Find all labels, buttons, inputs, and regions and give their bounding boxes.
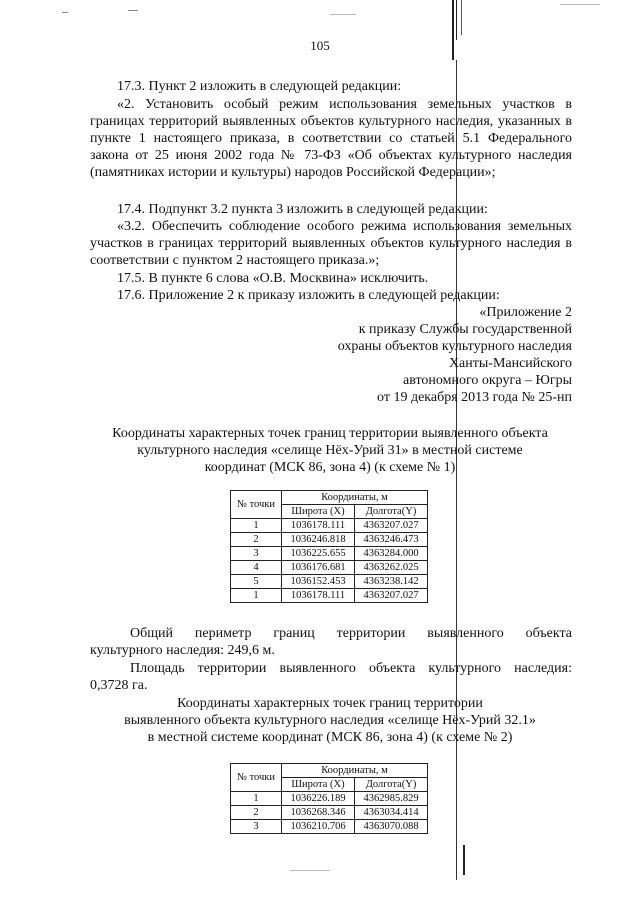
- scan-speck: [330, 14, 356, 15]
- annex-header-line: к приказу Службы государственной: [358, 322, 572, 337]
- longitude-cell: 4363284.000: [355, 547, 428, 561]
- point-number-cell: 3: [231, 547, 282, 561]
- longitude-cell: 4363246.473: [355, 533, 428, 547]
- scan-artifact-line: [456, 0, 457, 40]
- longitude-cell: 4363207.027: [355, 519, 428, 533]
- table-row: [231, 589, 428, 603]
- section-title-line: координат (МСК 86, зона 4) (к схеме № 1): [204, 460, 456, 475]
- longitude-cell: 4363262.025: [355, 561, 428, 575]
- table-row: [231, 575, 428, 589]
- header-point-number: № точки: [231, 491, 282, 519]
- point-number-cell: 1: [231, 519, 282, 533]
- latitude-cell: 1036178.111: [282, 589, 355, 603]
- latitude-cell: 1036225.655: [282, 547, 355, 561]
- point-number-cell: 3: [231, 820, 282, 834]
- point-number-cell: 2: [231, 806, 282, 820]
- paragraph-item-3-2-text: «3.2. Обеспечить соблюдение особого режима использования земельных участков в границах территорий выявленных объектов культурного наследия в соответствии с пунктом 2 настоящего приказа.»;: [90, 219, 572, 268]
- annex-header-line: от 19 декабря 2013 года № 25-нп: [377, 390, 572, 405]
- longitude-cell: 4363238.142: [355, 575, 428, 589]
- header-longitude: Долгота(Y): [355, 505, 428, 519]
- latitude-cell: 1036178.111: [282, 519, 355, 533]
- header-coordinates: Координаты, м: [282, 491, 428, 505]
- latitude-cell: 1036268.346: [282, 806, 355, 820]
- coordinates-table-2: [230, 763, 428, 834]
- header-coordinates: Координаты, м: [282, 764, 428, 778]
- perimeter-line: культурного наследия: 249,6 м.: [90, 643, 275, 658]
- table-row: [231, 792, 428, 806]
- perimeter-line: Общий периметр границ территории выявленного объекта: [130, 626, 572, 641]
- longitude-cell: 4362985.829: [355, 792, 428, 806]
- paragraph-17-4: 17.4. Подпункт 3.2 пункта 3 изложить в следующей редакции:: [117, 202, 488, 217]
- annex-header-line: автономного округа – Югры: [403, 373, 572, 388]
- scan-speck: [560, 4, 600, 5]
- section-title-line: в местной системе координат (МСК 86, зона 4) (к схеме № 2): [147, 730, 513, 745]
- header-longitude: Долгота(Y): [355, 778, 428, 792]
- table-row: [231, 806, 428, 820]
- area-line: Площадь территории выявленного объекта культурного наследия:: [130, 661, 572, 676]
- latitude-cell: 1036152.453: [282, 575, 355, 589]
- paragraph-item-2-text: «2. Установить особый режим использования земельных участков в границах территорий выявленных объектов культурного наследия, указанных в пункте 1 настоящего приказа, в соответствии со статьей 5.1 Федерального закона от 25 июня 2002 года № 73-ФЗ «Об объектах культурного наследия (памятниках истории и культуры) народов Российской Федерации»;: [90, 97, 572, 180]
- paragraph-17-5: 17.5. В пункте 6 слова «О.В. Москвина» исключить.: [117, 271, 429, 286]
- annex-header-line: Ханты-Мансийского: [448, 356, 572, 371]
- point-number-cell: 2: [231, 533, 282, 547]
- longitude-cell: 4363070.088: [355, 820, 428, 834]
- section-title-line: Координаты характерных точек границ территории: [177, 696, 483, 711]
- latitude-cell: 1036176.681: [282, 561, 355, 575]
- table-row: [231, 561, 428, 575]
- longitude-cell: 4363034.414: [355, 806, 428, 820]
- point-number-cell: 1: [231, 589, 282, 603]
- annex-header-line: «Приложение 2: [479, 305, 572, 320]
- section-title-line: выявленного объекта культурного наследия «селище Нёх-Урий 32.1»: [124, 713, 536, 728]
- paragraph-17-6: 17.6. Приложение 2 к приказу изложить в следующей редакции:: [117, 288, 500, 303]
- page-number: 105: [310, 38, 330, 53]
- paragraph-17-3: 17.3. Пункт 2 изложить в следующей редакции:: [117, 79, 402, 94]
- point-number-cell: 1: [231, 792, 282, 806]
- section-title-line: культурного наследия «селище Нёх-Урий 31» в местной системе: [137, 443, 523, 458]
- table-body: [231, 519, 428, 603]
- scan-artifact-line: [463, 845, 465, 875]
- coordinates-table-1: [230, 490, 428, 603]
- latitude-cell: 1036226.189: [282, 792, 355, 806]
- point-number-cell: 4: [231, 561, 282, 575]
- scan-speck: [128, 10, 138, 11]
- header-point-number: № точки: [231, 764, 282, 792]
- table-body: [231, 792, 428, 834]
- annex-header-line: охраны объектов культурного наследия: [337, 339, 572, 354]
- table-row: [231, 519, 428, 533]
- scan-speck: [62, 12, 68, 13]
- table-row: [231, 547, 428, 561]
- table-row: [231, 533, 428, 547]
- header-latitude: Широта (Х): [282, 778, 355, 792]
- point-number-cell: 5: [231, 575, 282, 589]
- latitude-cell: 1036246.818: [282, 533, 355, 547]
- area-line: 0,3728 га.: [90, 678, 148, 693]
- scan-speck: [290, 870, 330, 871]
- scan-artifact-line: [461, 0, 462, 35]
- table-row: [231, 820, 428, 834]
- section-title-line: Координаты характерных точек границ территории выявленного объекта: [112, 426, 548, 441]
- longitude-cell: 4363207.027: [355, 589, 428, 603]
- header-latitude: Широта (Х): [282, 505, 355, 519]
- latitude-cell: 1036210.706: [282, 820, 355, 834]
